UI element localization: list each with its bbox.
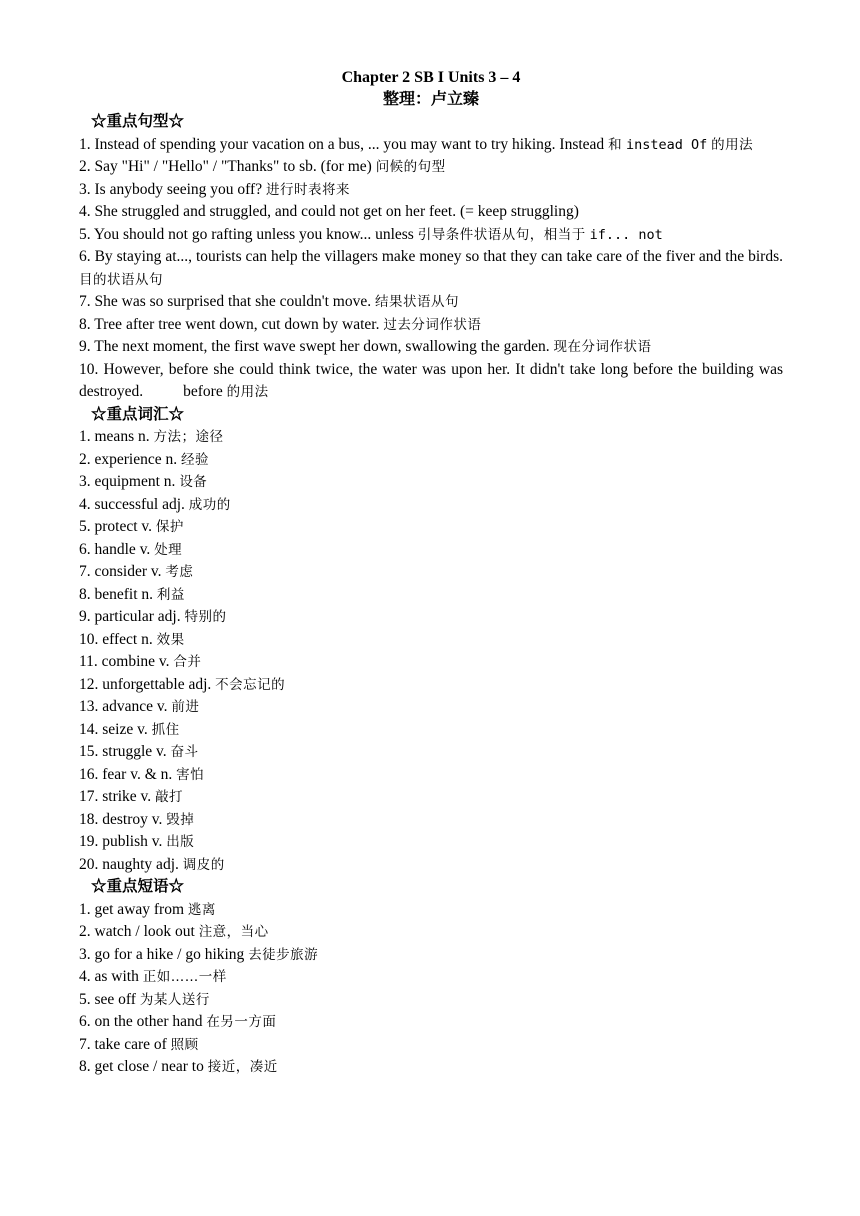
sentence-item: 3. Is anybody seeing you off? 进行时表将来	[79, 180, 350, 198]
sentence-item: 4. She struggled and struggled, and could not get on her feet. (= keep struggling)	[79, 203, 579, 220]
vocab-item: 6. handle v. 处理	[79, 540, 183, 558]
sentence-item: 1. Instead of spending your vacation on a bus, ... you may want to try hiking. Instead 和 instead Of 的用法	[79, 135, 754, 153]
phrase-item: 7. take care of 照顾	[79, 1035, 199, 1053]
vocab-item: 3. equipment n. 设备	[79, 473, 208, 490]
section-heading-phrases: ☆重点短语☆	[91, 878, 185, 895]
sentence-item: 6. By staying at..., tourists can help the villagers make money so that they can take care of the fiver and the birds. 目的状语从句	[79, 248, 783, 288]
vocab-item: 18. destroy v. 毁掉	[79, 810, 195, 828]
vocab-item: 20. naughty adj. 调皮的	[79, 855, 225, 873]
vocab-item: 16. fear v. & n. 害怕	[79, 765, 205, 783]
sentence-item: 7. She was so surprised that she couldn't move. 结果状语从句	[79, 293, 459, 310]
vocab-item: 17. strike v. 敲打	[79, 788, 184, 805]
vocab-item: 4. successful adj. 成功的	[79, 495, 231, 513]
phrase-item: 4. as with 正如……一样	[79, 968, 227, 985]
phrase-item: 2. watch / look out 注意，当心	[79, 923, 269, 940]
section-heading-sentences: ☆重点句型☆	[91, 113, 185, 130]
phrase-item: 1. get away from 逃离	[79, 900, 216, 918]
sentence-item: 9. The next moment, the first wave swept her down, swallowing the garden. 现在分词作状语	[79, 338, 652, 355]
sentence-item: 5. You should not go rafting unless you know... unless 引导条件状语从句，相当于 if... not	[79, 225, 663, 243]
vocab-item: 19. publish v. 出版	[79, 833, 195, 850]
sentence-item: 10. However, before she could think twice, the water was upon her. It didn't take long before the building was destroyed. before 的用法	[79, 360, 783, 400]
vocab-item: 13. advance v. 前进	[79, 698, 200, 715]
vocab-item: 5. protect v. 保护	[79, 518, 184, 535]
phrase-item: 5. see off 为某人送行	[79, 990, 210, 1008]
vocab-item: 12. unforgettable adj. 不会忘记的	[79, 675, 286, 693]
phrase-item: 6. on the other hand 在另一方面	[79, 1013, 277, 1030]
page-subtitle: 整理：卢立臻	[382, 91, 479, 108]
vocab-item: 9. particular adj. 特别的	[79, 608, 227, 625]
page-title: Chapter 2 SB I Units 3 – 4	[341, 69, 521, 86]
phrase-item: 3. go for a hike / go hiking 去徒步旅游	[79, 945, 319, 963]
phrase-item: 8. get close / near to 接近，凑近	[79, 1058, 278, 1075]
vocab-item: 7. consider v. 考虑	[79, 563, 194, 580]
sentence-item: 2. Say "Hi" / "Hello" / "Thanks" to sb. (for me) 问候的句型	[79, 158, 446, 175]
section-heading-vocabulary: ☆重点词汇☆	[91, 405, 185, 423]
vocab-item: 2. experience n. 经验	[79, 450, 209, 468]
vocab-item: 14. seize v. 抓住	[79, 720, 180, 738]
vocab-item: 1. means n. 方法；途径	[79, 428, 224, 445]
vocab-item: 11. combine v. 合并	[79, 653, 202, 670]
sentence-item: 8. Tree after tree went down, cut down by water. 过去分词作状语	[79, 315, 482, 333]
document-page	[79, 67, 783, 1079]
vocab-item: 8. benefit n. 利益	[79, 585, 185, 603]
vocab-item: 10. effect n. 效果	[79, 630, 185, 648]
vocab-item: 15. struggle v. 奋斗	[79, 743, 199, 760]
